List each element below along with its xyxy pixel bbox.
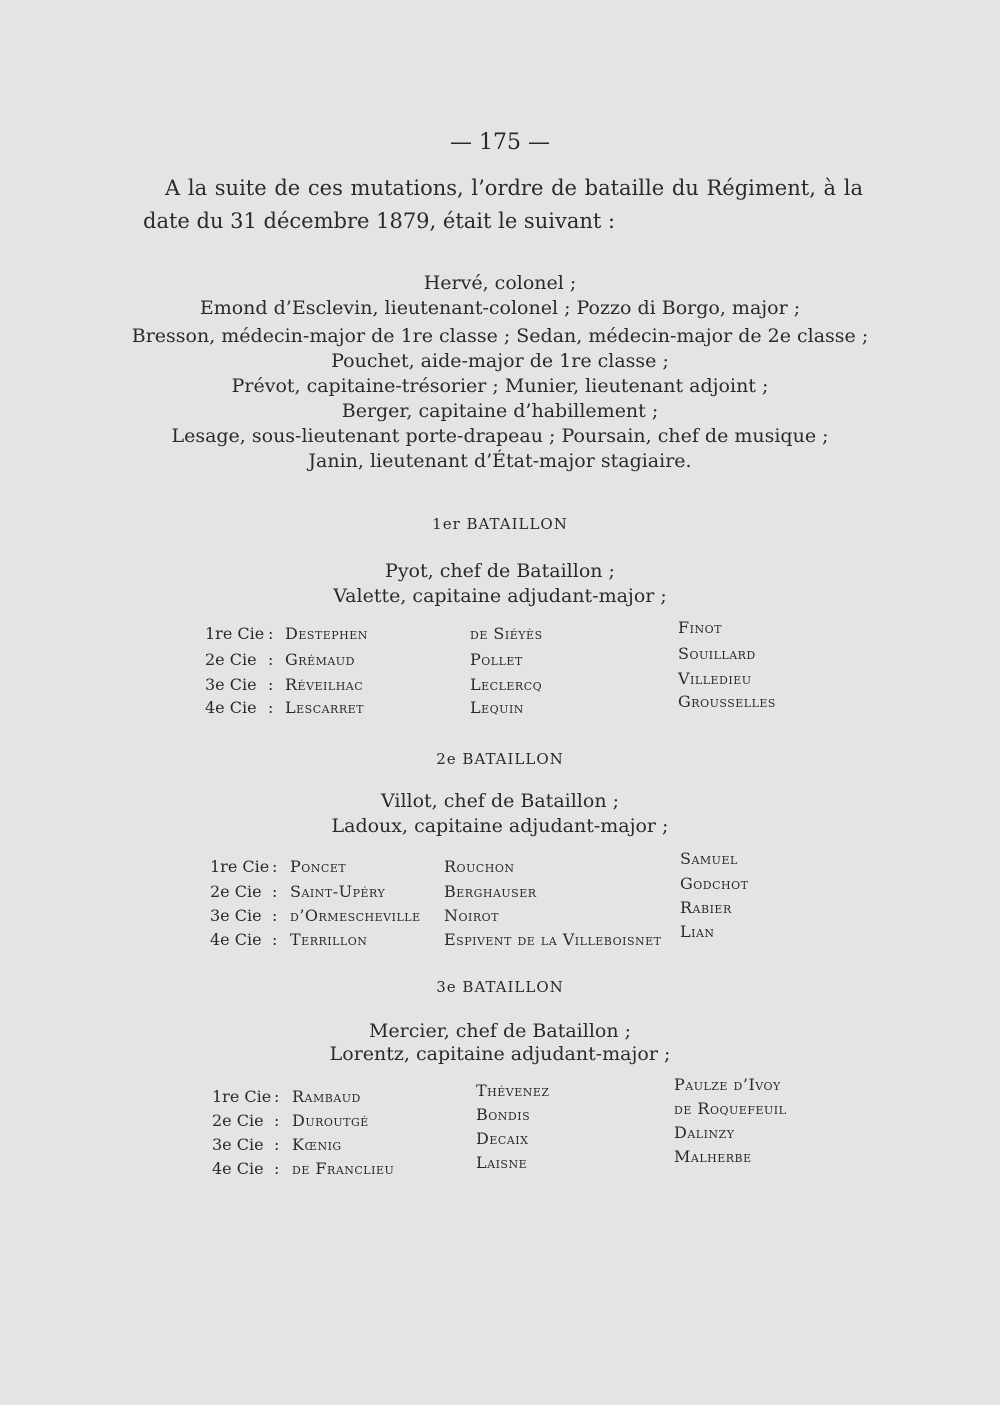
sous-lieutenant: Samuel <box>680 849 738 868</box>
company-label: 3e Cie <box>205 675 257 694</box>
capitaine: Lescarret <box>285 698 364 717</box>
capitaine: d’Ormescheville <box>290 906 421 925</box>
capitaine: Poncet <box>290 857 347 876</box>
page-number: — 175 — <box>450 130 550 155</box>
sous-lieutenant: Rabier <box>680 898 732 917</box>
company-label: 3e Cie <box>212 1135 264 1154</box>
capitaine: Grémaud <box>285 650 355 669</box>
capitaine: Rambaud <box>292 1087 361 1106</box>
company-label: 1re Cie <box>212 1087 272 1106</box>
sous-lieutenant: Lian <box>680 922 715 941</box>
lieutenant: Bondis <box>476 1105 531 1124</box>
lieutenant: Espivent de la Villeboisnet <box>444 930 662 949</box>
battalion-3-adjutant: Lorentz, capitaine adjudant-major ; <box>329 1043 671 1065</box>
capitaine: de Franclieu <box>292 1159 395 1178</box>
intro-text: A la suite de ces mutations, l’ordre de bataille du Régiment, à la date du 31 décembre 1879, était le suivant : <box>143 176 863 233</box>
lieutenant: Thévenez <box>476 1081 550 1100</box>
capitaine: Réveilhac <box>285 675 364 694</box>
lieutenant: Rouchon <box>444 857 515 876</box>
battalion-1-adjutant: Valette, capitaine adjudant-major ; <box>333 585 667 607</box>
capitaine: Kœnig <box>292 1135 342 1154</box>
capitaine: Terrillon <box>290 930 368 949</box>
capitaine: Duroutgé <box>292 1111 369 1130</box>
lieutenant: Leclercq <box>470 675 543 694</box>
battalion-1-title: 1er BATAILLON <box>432 515 568 533</box>
lieutenant: Berghauser <box>444 882 537 901</box>
sous-lieutenant: Finot <box>678 618 722 637</box>
staff-line-7: Lesage, sous-lieutenant porte-drapeau ; Poursain, chef de musique ; <box>171 425 829 447</box>
company-label: 2e Cie <box>205 650 257 669</box>
company-label: 4e Cie <box>212 1159 264 1178</box>
staff-line-5: Prévot, capitaine-trésorier ; Munier, lieutenant adjoint ; <box>231 375 769 397</box>
sous-lieutenant: Dalinzy <box>674 1123 735 1142</box>
sous-lieutenant: Paulze d’Ivoy <box>674 1075 781 1094</box>
company-label: 1re Cie <box>205 624 265 643</box>
staff-line-1: Hervé, colonel ; <box>423 272 577 294</box>
company-label: 2e Cie <box>212 1111 264 1130</box>
company-label: 2e Cie <box>210 882 262 901</box>
staff-line-3: Bresson, médecin-major de 1re classe ; Sedan, médecin-major de 2e classe ; <box>131 325 869 347</box>
lieutenant: Lequin <box>470 698 524 717</box>
battalion-3-title: 3e BATAILLON <box>436 978 564 996</box>
battalion-3-chief: Mercier, chef de Bataillon ; <box>368 1020 632 1042</box>
lieutenant: Decaix <box>476 1129 529 1148</box>
sous-lieutenant: Villedieu <box>678 669 752 688</box>
lieutenant: Pollet <box>470 650 523 669</box>
capitaine: Destephen <box>285 624 368 643</box>
capitaine: Saint-Upéry <box>290 882 386 901</box>
battalion-2-title: 2e BATAILLON <box>436 750 564 768</box>
company-label: 4e Cie <box>205 698 257 717</box>
sous-lieutenant: Grousselles <box>678 692 776 711</box>
company-label: 1re Cie <box>210 857 270 876</box>
intro-paragraph <box>143 172 863 238</box>
staff-line-4: Pouchet, aide-major de 1re classe ; <box>331 350 669 372</box>
sous-lieutenant: de Roquefeuil <box>674 1099 787 1118</box>
lieutenant: Laisne <box>476 1153 528 1172</box>
staff-line-6: Berger, capitaine d’habillement ; <box>341 400 659 422</box>
battalion-2-chief: Villot, chef de Bataillon ; <box>380 790 619 812</box>
sous-lieutenant: Malherbe <box>674 1147 752 1166</box>
sous-lieutenant: Souillard <box>678 644 756 663</box>
sous-lieutenant: Godchot <box>680 874 749 893</box>
lieutenant: de Siéyès <box>470 624 543 643</box>
battalion-1-chief: Pyot, chef de Bataillon ; <box>385 560 615 582</box>
staff-line-8: Janin, lieutenant d’État-major stagiaire. <box>308 450 692 472</box>
battalion-2-adjutant: Ladoux, capitaine adjudant-major ; <box>331 815 669 837</box>
lieutenant: Noirot <box>444 906 500 925</box>
staff-line-2: Emond d’Esclevin, lieutenant-colonel ; Pozzo di Borgo, major ; <box>199 297 801 319</box>
company-label: 4e Cie <box>210 930 262 949</box>
company-label: 3e Cie <box>210 906 262 925</box>
document-page: — 175 — A la suite de ces mutations, l’ordre de bataille du Régiment, à la date du 31 décembre 1879, était le suivant : Hervé, colonel ; Emond d’Esclevin, lieutenant-colonel ; Pozzo di Borgo, major ; Bresson, médecin-major de 1re classe ; Sedan, médecin-major de 2e classe ; Pouchet, aide-major de 1re classe ; Prévot, capitaine-trésorier ; Munier, lieutenant adjoint ; Berger, capitaine d’habillement ; Lesage, sous-lieutenant porte-drapeau ; Poursain, chef de musique ; Janin, lieutenant d’État-major stagiaire. 1er BATAILLON Pyot, chef de Bataillon ; Valette, capitaine adjudant-major ; 1re Cie : Destephen de Siéyès Finot 2e Cie : Grémaud Pollet Souillard 3e Cie : Réveilhac Leclercq Villedieu 4e Cie : Lescarret Lequin Grousselles 2e BATAILLON Villot, chef de Bataillon ; Ladoux, capitaine adjudant-major ; 1re Cie : Poncet Rouchon Samuel 2e Cie : Saint-Upéry Berghauser Godchot 3e Cie : d’Ormescheville Noirot Rabier 4e Cie : Terrillon Espivent de la Villeboisnet Lian 3e BATAILLON Mercier, chef de Bataillon ; Lorentz, capitaine adjudant-major ; 1re Cie : Rambaud Thévenez Paulze d’Ivoy 2e Cie : Duroutgé Bondis de Roquefeuil 3e Cie : Kœnig Decaix Dalinzy 4e Cie : de Franclieu Laisne Malherbe <box>0 0 1000 1405</box>
